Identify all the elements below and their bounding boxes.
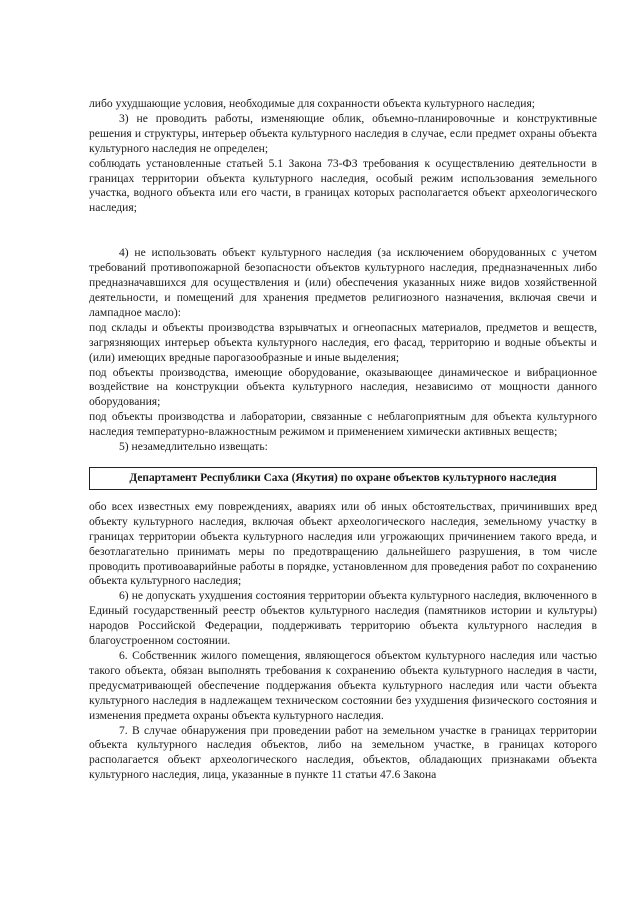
paragraph-item-3: 3) не проводить работы, изменяющие облик, объемно-планировочные и конструктивные решения и структуры, интерьер объекта культурного наследия в случае, если предмет охраны объекта культурного наследия не определен; [89, 111, 597, 155]
paragraph-clause-7-discovery: 7. В случае обнаружения при проведении работ на земельном участке в границах территории объекта культурного наследия объектов, либо на земельном участке, в границах которого располагается объект археологического наследия, объектов, обладающих признаками объекта культурного наследия, лица, указанные в пункте 11 статьи 47.6 Закона [89, 723, 597, 782]
department-stamp-box: Департамент Республики Саха (Якутия) по охране объектов культурного наследия [89, 467, 597, 490]
paragraph-clause-6-owner: 6. Собственник жилого помещения, являющегося объектом культурного наследия или частью такого объекта, обязан выполнять требования к сохранению объекта культурного наследия в части, предусматривающей обеспечение поддержания объекта культурного наследия или части объекта культурного наследия в надлежащем техническом состоянии без ухудшения физического состояния и изменения предмета охраны объекта культурного наследия. [89, 649, 597, 722]
document-page [89, 97, 597, 783]
section-usage-restrictions [89, 246, 597, 455]
paragraph-warehouses: под склады и объекты производства взрывчатых и огнеопасных материалов, предметов и веществ, загрязняющих интерьер объекта культурного наследия, его фасад, территорию и водные объекты и (или) имеющих вредные парогазообразные и иные выделения; [89, 320, 597, 364]
paragraph-laboratories: под объекты производства и лаборатории, связанные с неблагоприятным для объекта культурного наследия температурно-влажностным режимом и применением химически активных веществ; [89, 410, 597, 439]
paragraph-conditions-end: либо ухудшающие условия, необходимые для сохранности объекта культурного наследия; [89, 97, 536, 110]
section-notification [89, 500, 597, 783]
paragraph-item-4: 4) не использовать объект культурного наследия (за исключением оборудованных с учетом требований противопожарной безопасности объектов культурного наследия, предназначенных либо предназначавшихся для осуществления и (или) обеспечения указанных ниже видов хозяйственной деятельности, и помещений для хранения предметов религиозного назначения, включая свечи и лампадное масло): [89, 246, 597, 319]
paragraph-observe-requirements: соблюдать установленные статьей 5.1 Закона 73-ФЗ требования к осуществлению деятельности в границах территории объекта культурного наследия, особый режим использования земельного участка, водного объекта или его части, в границах которых располагается объект археологического наследия; [89, 156, 597, 215]
paragraph-item-5: 5) незамедлительно извещать: [119, 440, 268, 454]
paragraph-damage-notice: обо всех известных ему повреждениях, авариях или об иных обстоятельствах, причинивших вред объекту культурного наследия, включая объект археологического наследия, земельному участку в границах территории объекта культурного наследия или угрожающих причинением такого вреда, и безотлагательно принимать меры по предотвращению дальнейшего разрушения, в том числе проводить противоаварийные работы в порядке, установленном для проведения работ по сохранению объекта культурного наследия; [89, 499, 597, 588]
section-conditions [89, 97, 597, 216]
paragraph-production-equipment: под объекты производства, имеющие оборудование, оказывающее динамическое и вибрационное воздействие на конструкции объекта культурного наследия, независимо от мощности данного оборудования; [89, 365, 597, 409]
paragraph-gap [89, 216, 597, 246]
paragraph-item-6-territory: 6) не допускать ухудшения состояния территории объекта культурного наследия, включенного в Единый государственный реестр объектов культурного наследия (памятников истории и культуры) народов Российской Федерации, поддерживать территорию объекта культурного наследия в благоустроенном состоянии. [89, 589, 597, 648]
